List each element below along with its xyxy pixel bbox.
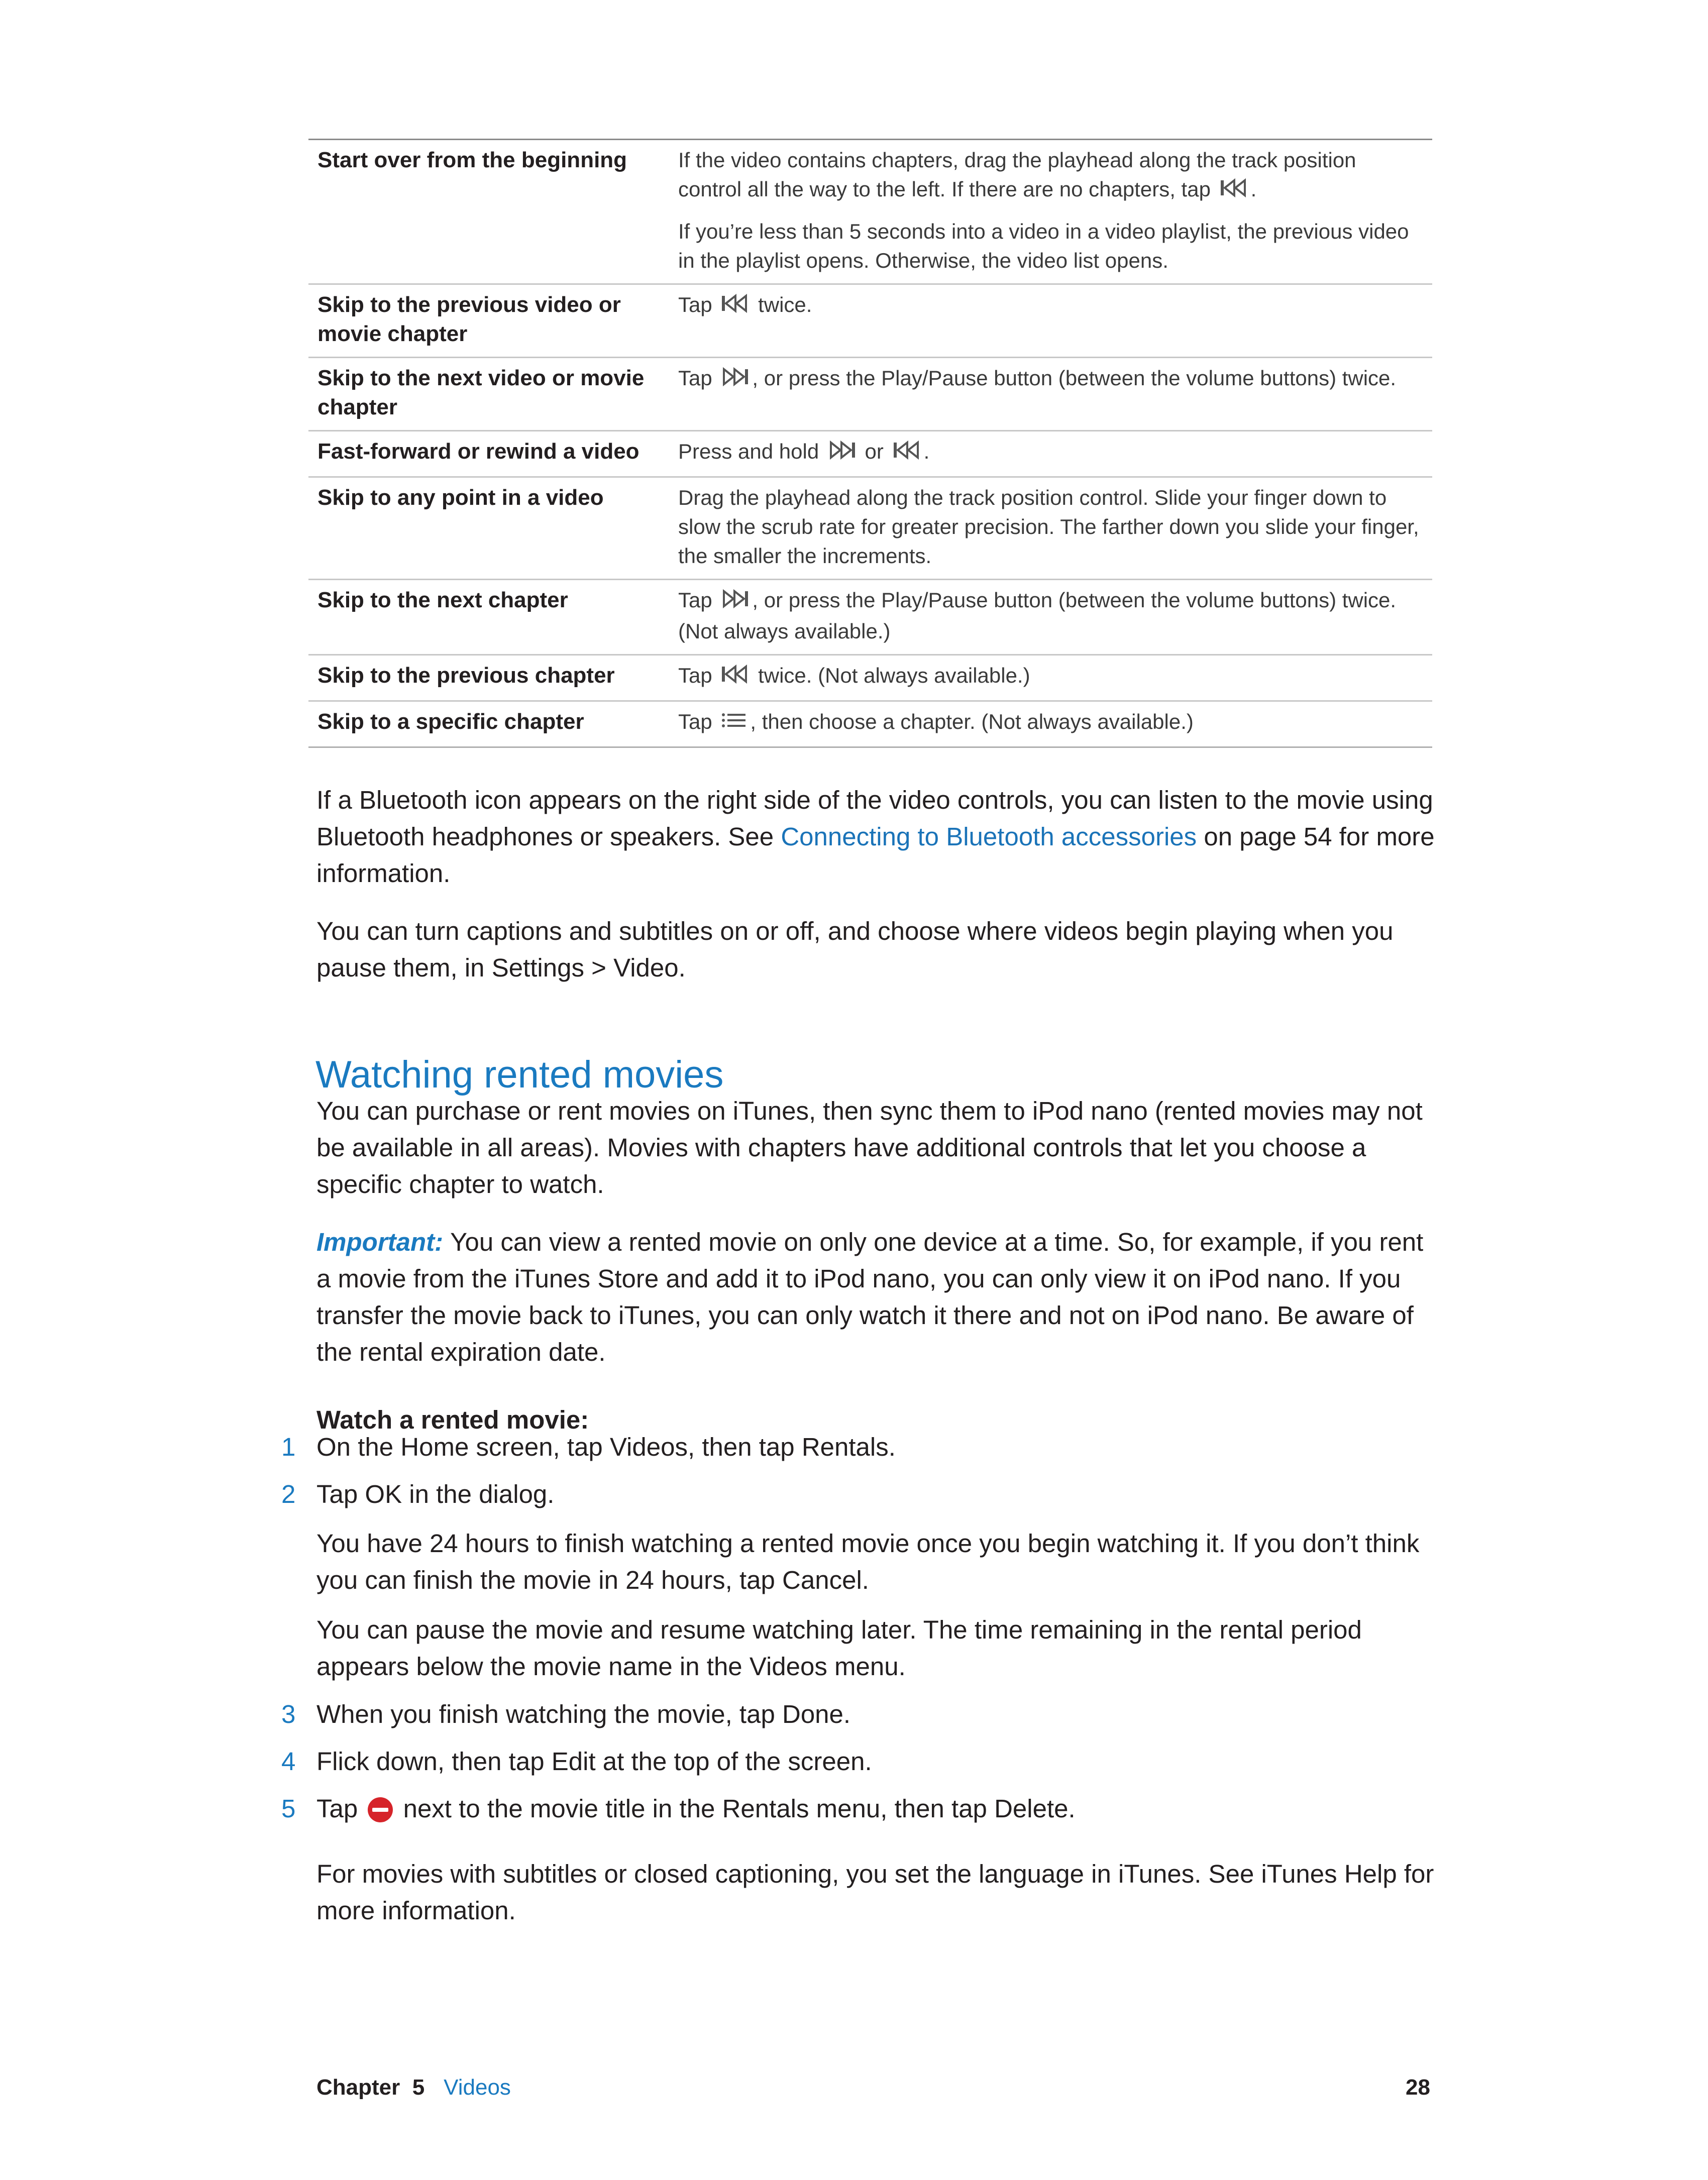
table-row: [308, 580, 1432, 656]
skip-back-icon: [720, 292, 750, 321]
step-text-part: Tap: [316, 1794, 358, 1823]
closing-paragraph: For movies with subtitles or closed captioning, you set the language in iTunes. See iTunes Help for more information.: [316, 1860, 1434, 1925]
row-action: Skip to the next chapter: [317, 588, 568, 612]
step-number: 3: [281, 1700, 296, 1728]
captions-paragraph: You can turn captions and subtitles on or off, and choose where videos begin playing when you pause them, in Settings > Video.: [316, 917, 1394, 982]
delete-minus-icon: [367, 1792, 394, 1829]
row-action: Fast-forward or rewind a video: [317, 439, 639, 464]
table-row: [308, 478, 1432, 580]
description-text: twice.: [758, 293, 812, 316]
step-text: Tap OK in the dialog.: [316, 1480, 555, 1508]
description-text: Press and hold: [678, 440, 819, 463]
step-text: When you finish watching the movie, tap Done.: [316, 1700, 851, 1728]
paragraph-text: on page 54 for more information.: [316, 822, 1435, 888]
row-description: [668, 707, 1432, 738]
row-action: Skip to a specific chapter: [317, 709, 584, 734]
bluetooth-paragraph: [316, 782, 1437, 892]
row-action: Skip to the previous video or movie chapter: [317, 292, 621, 346]
row-description: [668, 290, 1432, 349]
skip-forward-icon: [720, 366, 750, 395]
paragraph-text: If a Bluetooth icon appears on the right side of the video controls, you can listen to the movie using Bluetooth headphones or speakers. See: [316, 786, 1433, 851]
page-number: 28: [1406, 2075, 1430, 2100]
description-text: Tap: [678, 588, 712, 612]
row-description: [668, 437, 1432, 468]
description-text: , or press the Play/Pause button (between the volume buttons) twice.: [752, 366, 1397, 390]
table-row: [308, 140, 1432, 285]
description-text: , then choose a chapter. (Not always available.): [750, 710, 1194, 733]
rental-note-paragraph: You have 24 hours to finish watching a rented movie once you begin watching it. If you don’t think you can finish the movie in 24 hours, tap Cancel.: [316, 1529, 1420, 1594]
important-label: Important:: [316, 1228, 444, 1256]
row-action: Skip to any point in a video: [317, 485, 604, 510]
row-description: [668, 586, 1432, 646]
description-text: Tap: [678, 664, 712, 687]
description-text: .: [923, 440, 930, 463]
description-text: If you’re less than 5 seconds into a video in a video playlist, the previous video in the playlist opens. Otherwise, the video list opens.: [678, 220, 1409, 272]
row-action: Skip to the next video or movie chapter: [317, 366, 645, 419]
step-item: [281, 1696, 1437, 1732]
step-item: [281, 1429, 1437, 1465]
description-text: .: [1250, 177, 1257, 201]
section-heading: Watching rented movies: [315, 1053, 724, 1096]
table-row: [308, 656, 1432, 702]
row-description: Drag the playhead along the track position control. Slide your finger down to slow the scrub rate for greater precision. The farther down you slide your finger, the smaller the increments.: [678, 486, 1419, 568]
chapter-list-icon: [720, 709, 748, 738]
description-text: Tap: [678, 293, 712, 316]
description-text: Tap: [678, 366, 712, 390]
chapter-label: Chapter 5: [316, 2075, 425, 2100]
paragraph-text: You can view a rented movie on only one device at a time. So, for example, if you rent a movie from the iTunes Store and add it to iPod nano, you can only view it on iPod nano. If you transfer the movie back to iTunes, you can only watch it there and not on iPod nano. Be aware of the rental expiration date.: [316, 1228, 1424, 1366]
description-text: twice. (Not always available.): [758, 664, 1030, 687]
table-row: [308, 431, 1432, 478]
step-item: [281, 1743, 1437, 1780]
intro-paragraph: You can purchase or rent movies on iTunes, then sync them to iPod nano (rented movies may not be available in all areas). Movies with chapters have additional controls that let you choose a specific chapter to watch.: [316, 1097, 1423, 1198]
controls-table: [308, 139, 1432, 748]
description-text: , or press the Play/Pause button (between the volume buttons) twice. (Not always available.): [678, 588, 1397, 643]
row-description: [668, 364, 1432, 422]
task-heading: Watch a rented movie:: [316, 1405, 589, 1434]
pause-note-paragraph: You can pause the movie and resume watching later. The time remaining in the rental period appears below the movie name in the Videos menu.: [316, 1615, 1362, 1681]
step-number: 5: [281, 1794, 296, 1823]
description-text: If the video contains chapters, drag the playhead along the track position control all the way to the left. If there are no chapters, tap: [678, 148, 1356, 201]
bluetooth-accessories-link[interactable]: Connecting to Bluetooth accessories: [781, 822, 1197, 851]
row-action: Start over from the beginning: [317, 148, 627, 172]
step-text: [316, 1790, 1437, 1829]
step-text: Flick down, then tap Edit at the top of the screen.: [316, 1747, 872, 1776]
step-number: 1: [281, 1433, 296, 1461]
step-item: [281, 1476, 1437, 1512]
step-number: 4: [281, 1747, 296, 1776]
row-description: [668, 661, 1432, 692]
skip-back-icon: [720, 663, 750, 692]
footer-chapter: [316, 2073, 511, 2103]
important-paragraph: [316, 1224, 1437, 1370]
table-row: [308, 702, 1432, 748]
skip-forward-icon: [720, 588, 750, 617]
step-number: 2: [281, 1480, 296, 1508]
row-description: [668, 146, 1432, 275]
table-row: [308, 358, 1432, 431]
chapter-name-link[interactable]: Videos: [444, 2075, 511, 2100]
skip-forward-icon: [827, 439, 857, 468]
step-item: [281, 1790, 1437, 1829]
step-text-part: next to the movie title in the Rentals menu, then tap Delete.: [403, 1794, 1076, 1823]
skip-back-icon: [1219, 177, 1249, 206]
row-action: Skip to the previous chapter: [317, 663, 615, 688]
step-text: On the Home screen, tap Videos, then tap Rentals.: [316, 1433, 896, 1461]
table-row: [308, 285, 1432, 358]
description-text: or: [865, 440, 884, 463]
description-text: Tap: [678, 710, 712, 733]
skip-back-icon: [892, 439, 922, 468]
